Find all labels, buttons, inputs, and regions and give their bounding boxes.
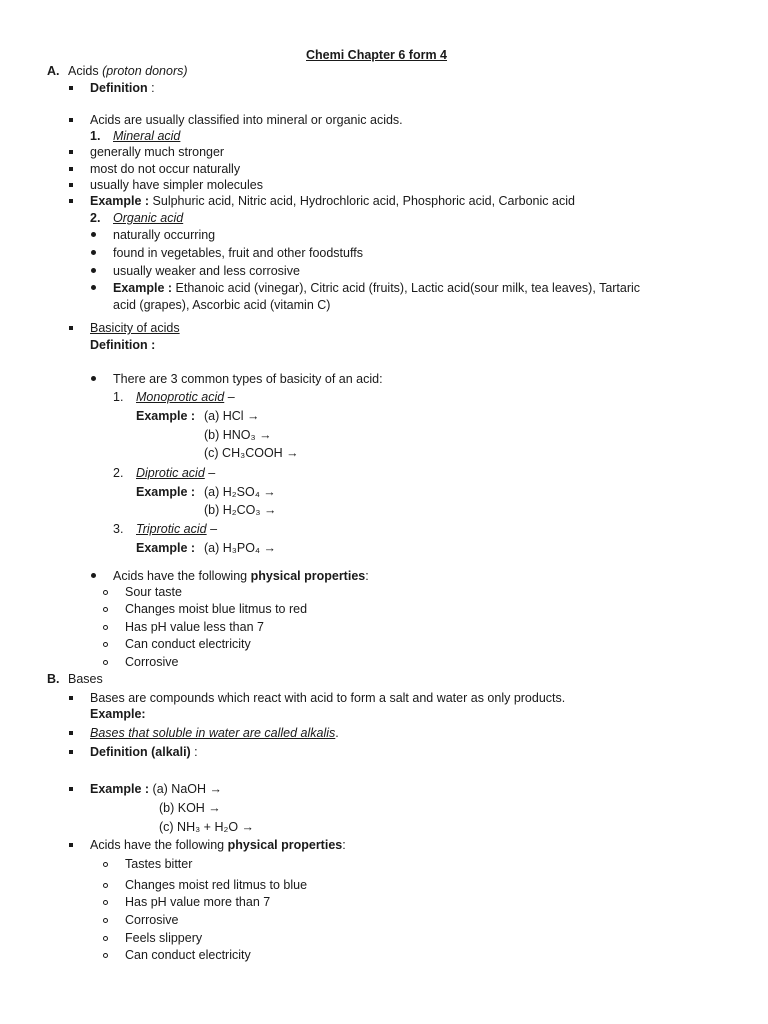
section-b-heading: Bases: [68, 672, 103, 686]
alkali-definition: Definition (alkali) :: [90, 745, 198, 759]
base-properties-intro: Acids have the following physical properties:: [90, 838, 346, 852]
round-bullet-icon: [91, 285, 96, 290]
square-bullet-icon: [69, 731, 73, 735]
circle-bullet-icon: [103, 590, 108, 595]
organic-item: usually weaker and less corrosive: [113, 264, 300, 278]
organic-item: naturally occurring: [113, 228, 216, 242]
mineral-item: generally much stronger: [90, 145, 225, 159]
circle-bullet-icon: [103, 883, 108, 888]
base-property: Changes moist red litmus to blue: [125, 878, 308, 892]
section-a-letter: A.: [47, 64, 60, 78]
organic-acid-title: Organic acid: [113, 211, 184, 225]
mineral-example: Example : Sulphuric acid, Nitric acid, Hydrochloric acid, Phosphoric acid, Carbonic acid: [90, 194, 575, 208]
round-bullet-icon: [91, 573, 96, 578]
circle-bullet-icon: [103, 900, 108, 905]
mono-number: 1.: [113, 390, 124, 404]
circle-bullet-icon: [103, 642, 108, 647]
round-bullet-icon: [91, 250, 96, 255]
acid-property: Sour taste: [125, 585, 182, 599]
mineral-item: usually have simpler molecules: [90, 178, 263, 192]
bases-example-label: Example:: [90, 707, 146, 721]
circle-bullet-icon: [103, 918, 108, 923]
tri-example-a: (a) H₃PO₄ →: [204, 541, 277, 555]
acid-definition: Definition :: [90, 81, 155, 95]
di-example-a: (a) H₂SO₄ →: [204, 485, 276, 499]
organic-item: found in vegetables, fruit and other foodstuffs: [113, 246, 363, 260]
basicity-definition: Definition :: [90, 338, 156, 352]
mono-example-a: (a) HCl →: [204, 409, 260, 423]
di-number: 2.: [113, 466, 124, 480]
square-bullet-icon: [69, 86, 73, 90]
base-property: Feels slippery: [125, 931, 203, 945]
monoprotic-title: Monoprotic acid –: [136, 390, 235, 404]
circle-bullet-icon: [103, 660, 108, 665]
mono-example-c: (c) CH₃COOH →: [204, 446, 299, 460]
circle-bullet-icon: [103, 607, 108, 612]
base-property: Corrosive: [125, 913, 179, 927]
circle-bullet-icon: [103, 953, 108, 958]
mineral-acid-title: Mineral acid: [113, 129, 181, 143]
example-label: Example :: [136, 485, 196, 499]
acid-property: Can conduct electricity: [125, 637, 251, 651]
alkali-example-a: Example : (a) NaOH →: [90, 782, 222, 796]
square-bullet-icon: [69, 750, 73, 754]
mineral-number: 1.: [90, 129, 101, 143]
square-bullet-icon: [69, 118, 73, 122]
square-bullet-icon: [69, 696, 73, 700]
organic-example-line-1: Example : Ethanoic acid (vinegar), Citric acid (fruits), Lactic acid(sour milk, tea leaves), Tartaric: [113, 281, 641, 295]
section-b-letter: B.: [47, 672, 60, 686]
base-property: Can conduct electricity: [125, 948, 251, 962]
alkali-example-c: (c) NH₃ + H₂O →: [159, 820, 255, 834]
triprotic-title: Triprotic acid –: [136, 522, 218, 536]
circle-bullet-icon: [103, 625, 108, 630]
square-bullet-icon: [69, 843, 73, 847]
acid-property: Changes moist blue litmus to red: [125, 602, 308, 616]
acid-property: Corrosive: [125, 655, 179, 669]
square-bullet-icon: [69, 326, 73, 330]
circle-bullet-icon: [103, 862, 108, 867]
square-bullet-icon: [69, 199, 73, 203]
alkalis-text: Bases that soluble in water are called alkalis.: [90, 726, 339, 740]
organic-number: 2.: [90, 211, 101, 225]
classification-text: Acids are usually classified into mineral or organic acids.: [90, 113, 403, 127]
acid-property: Has pH value less than 7: [125, 620, 264, 634]
diprotic-title: Diprotic acid –: [136, 466, 216, 480]
square-bullet-icon: [69, 150, 73, 154]
example-label: Example :: [136, 409, 196, 423]
tri-number: 3.: [113, 522, 124, 536]
round-bullet-icon: [91, 232, 96, 237]
round-bullet-icon: [91, 376, 96, 381]
base-property: Tastes bitter: [125, 857, 193, 871]
page-title: Chemi Chapter 6 form 4: [306, 48, 448, 62]
alkali-example-b: (b) KOH →: [159, 801, 221, 815]
di-example-b: (b) H₂CO₃ →: [204, 503, 277, 517]
acid-properties-intro: Acids have the following physical properties:: [113, 569, 369, 583]
circle-bullet-icon: [103, 936, 108, 941]
basicity-title: Basicity of acids: [90, 321, 180, 335]
example-label: Example :: [136, 541, 196, 555]
mono-example-b: (b) HNO₃ →: [204, 428, 272, 442]
section-a-heading: Acids (proton donors): [68, 64, 188, 78]
base-property: Has pH value more than 7: [125, 895, 271, 909]
square-bullet-icon: [69, 167, 73, 171]
mineral-item: most do not occur naturally: [90, 162, 241, 176]
bases-definition: Bases are compounds which react with acid to form a salt and water as only products.: [90, 691, 566, 705]
round-bullet-icon: [91, 268, 96, 273]
square-bullet-icon: [69, 183, 73, 187]
basicity-intro: There are 3 common types of basicity of an acid:: [113, 372, 383, 386]
organic-example-line-2: acid (grapes), Ascorbic acid (vitamin C): [113, 298, 331, 312]
square-bullet-icon: [69, 787, 73, 791]
